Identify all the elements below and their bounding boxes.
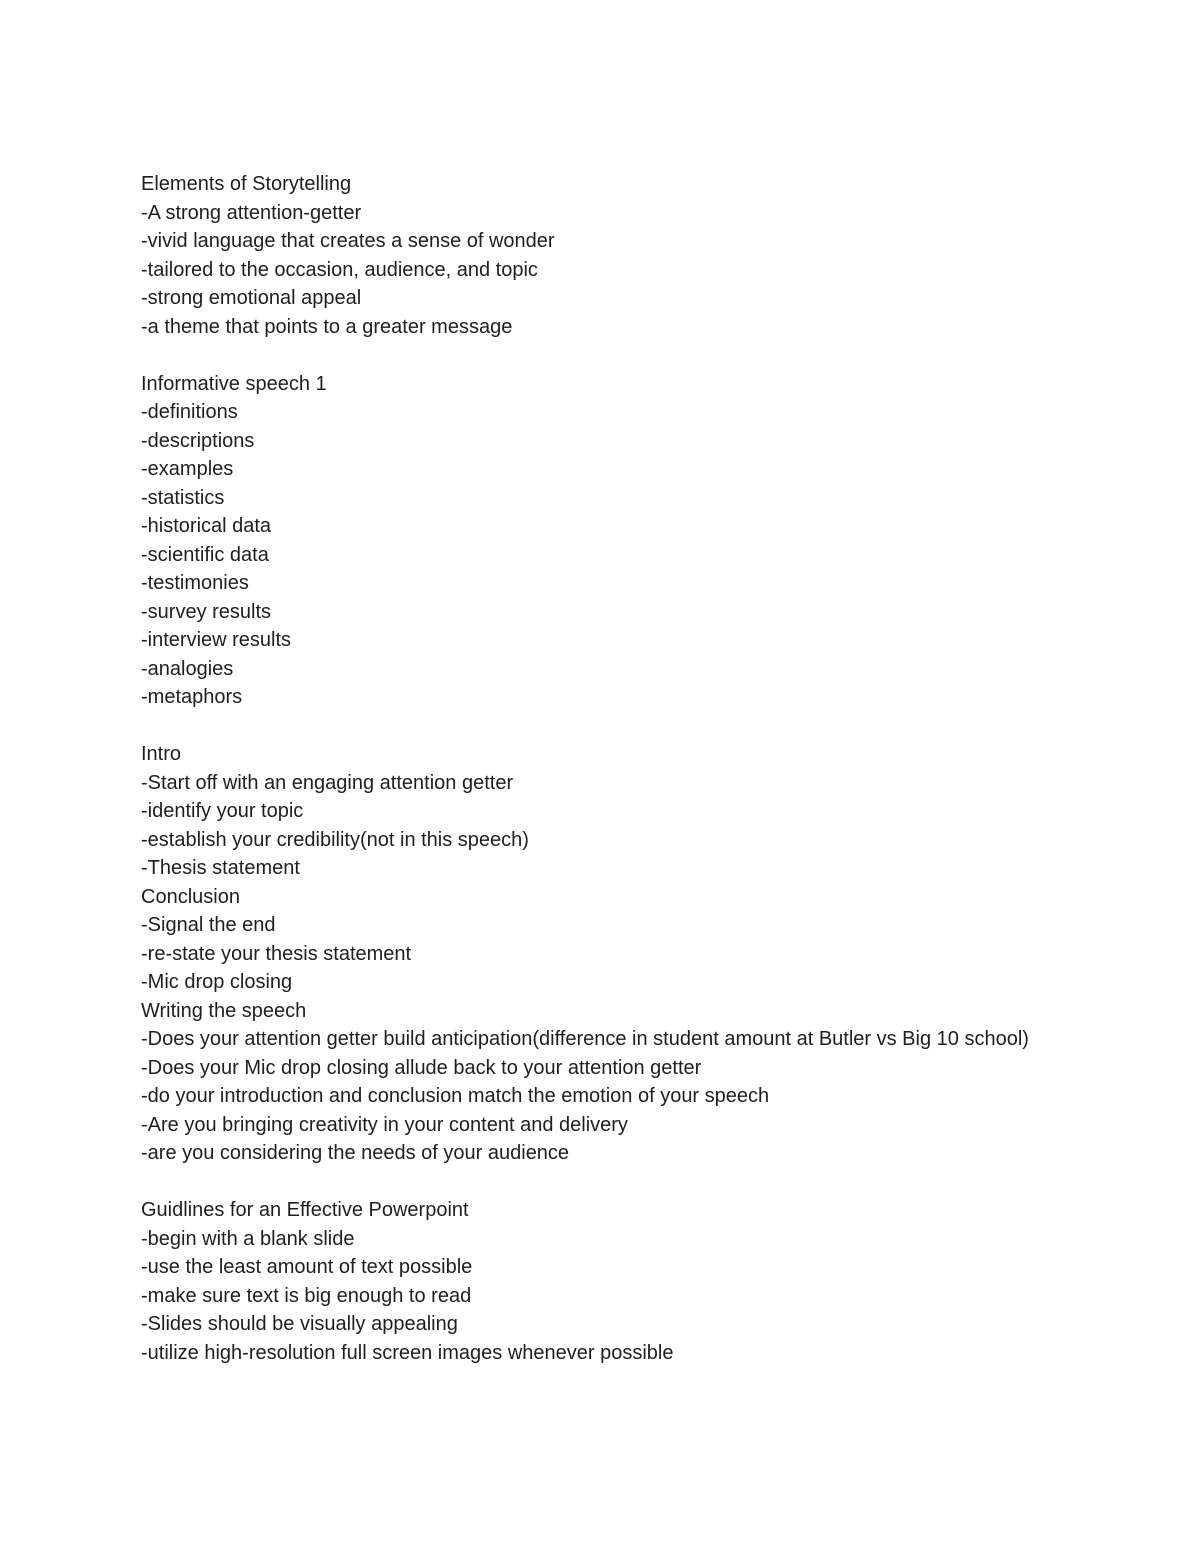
list-item: -interview results [141, 629, 292, 651]
section-heading: Informative speech 1 [141, 372, 327, 395]
list-item: -use the least amount of text possible [141, 1256, 473, 1278]
section-heading: Conclusion [141, 885, 240, 908]
list-item: -vivid language that creates a sense of wonder [141, 230, 555, 252]
list-item: -tailored to the occasion, audience, and topic [141, 258, 538, 281]
list-item: -Does your Mic drop closing allude back to your attention getter [141, 1056, 702, 1079]
blank-line [141, 712, 1041, 741]
list-item: -testimonies [141, 572, 249, 594]
list-item: -make sure text is big enough to read [141, 1284, 472, 1307]
blank-line [141, 1168, 1041, 1197]
list-item: -are you considering the needs of your audience [141, 1142, 570, 1164]
section-writing-the-speech [141, 997, 1041, 1168]
list-item: -Start off with an engaging attention getter [141, 771, 514, 794]
list-item: -identify your topic [141, 800, 304, 822]
list-item: -statistics [141, 486, 225, 509]
list-item: -analogies [141, 657, 234, 680]
section-storytelling [141, 170, 1041, 341]
list-item: -survey results [141, 600, 272, 623]
list-item: -scientific data [141, 543, 269, 566]
blank-line [141, 341, 1041, 370]
list-item: -utilize high-resolution full screen images whenever possible [141, 1341, 674, 1364]
list-item: -Slides should be visually appealing [141, 1313, 458, 1335]
section-heading: Writing the speech [141, 999, 307, 1022]
section-informative-speech [141, 370, 1041, 712]
list-item: -examples [141, 458, 234, 480]
list-item: -Does your attention getter build anticipation(difference in student amount at Butler vs Big 10 school) [141, 1028, 1029, 1050]
section-heading: Intro [141, 743, 182, 765]
list-item: -historical data [141, 515, 272, 537]
document-body [141, 170, 1041, 1367]
list-item: -metaphors [141, 686, 243, 708]
list-item: -Thesis statement [141, 857, 300, 879]
list-item: -do your introduction and conclusion match the emotion of your speech [141, 1085, 770, 1107]
list-item: -Mic drop closing [141, 971, 293, 993]
list-item: -strong emotional appeal [141, 287, 362, 309]
list-item: -establish your credibility(not in this speech) [141, 828, 529, 851]
list-item: -definitions [141, 401, 238, 423]
list-item: -descriptions [141, 429, 255, 452]
list-item: -begin with a blank slide [141, 1227, 355, 1250]
list-item: -A strong attention-getter [141, 201, 362, 224]
list-item: -Signal the end [141, 914, 276, 936]
section-conclusion [141, 883, 1041, 997]
list-item: -a theme that points to a greater message [141, 315, 513, 338]
section-powerpoint-guidelines [141, 1196, 1041, 1367]
section-intro [141, 740, 1041, 883]
list-item: -re-state your thesis statement [141, 942, 412, 965]
section-heading: Guidlines for an Effective Powerpoint [141, 1199, 469, 1221]
list-item: -Are you bringing creativity in your content and delivery [141, 1113, 628, 1136]
section-heading: Elements of Storytelling [141, 173, 352, 195]
